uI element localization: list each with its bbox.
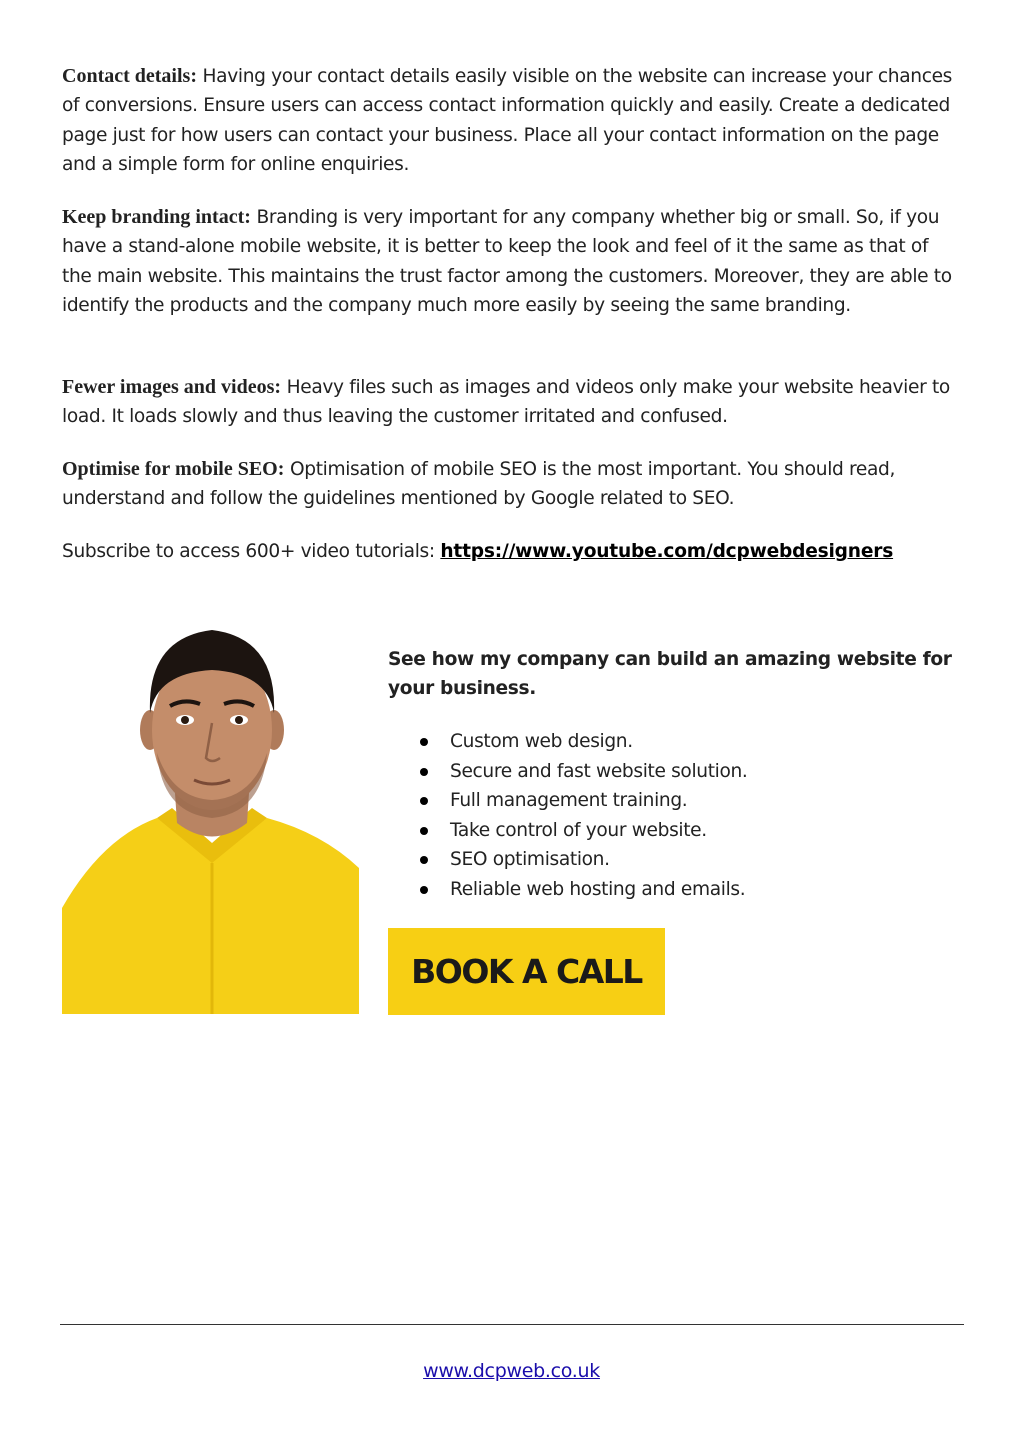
subscribe-text: Subscribe to access 600+ video tutorials: — [62, 541, 441, 562]
list-item — [420, 816, 748, 846]
portrait-photo — [62, 618, 359, 1014]
list-item-label: SEO optimisation. — [450, 849, 610, 871]
paragraph-body: Optimisation of mobile SEO is the most important. You should read, understand and follow the guidelines mentioned by Google related to SEO. — [62, 459, 896, 510]
bullet-icon — [420, 827, 428, 835]
bullet-icon — [420, 797, 428, 805]
paragraph-keep-branding — [62, 203, 962, 320]
website-link[interactable]: www.dcpweb.co.uk — [423, 1360, 600, 1382]
paragraph-body: Having your contact details easily visible on the website can increase your chances of conversions. Ensure users can access contact information quickly and easily. Create a dedicated page just for how users can contact your business. Place all your contact information on the page and a simple form for online enquiries. — [62, 66, 952, 175]
footer-divider — [60, 1324, 964, 1325]
list-item-label: Reliable web hosting and emails. — [450, 878, 746, 900]
subscribe-line — [62, 537, 962, 566]
paragraph-lead: Contact details: — [62, 65, 197, 87]
paragraph-mobile-seo — [62, 455, 962, 514]
youtube-link[interactable]: https://www.youtube.com/dcpwebdesigners — [440, 541, 894, 562]
paragraph-body: Branding is very important for any company whether big or small. So, if you have a stand-alone mobile website, it is better to keep the look and feel of it the same as that of the main website. This maintains the trust factor among the customers. Moreover, they are able to identify the products and the company much more easily by seeing the same branding. — [62, 207, 952, 316]
bullet-icon — [420, 886, 428, 894]
footer — [0, 1357, 1023, 1385]
paragraph-body: Heavy files such as images and videos only make your website heavier to load. It loads slowly and thus leaving the customer irritated and confused. — [62, 377, 950, 428]
promo-heading: See how my company can build an amazing website for your business. — [388, 649, 952, 700]
feature-list — [420, 727, 748, 905]
bullet-icon — [420, 738, 428, 746]
paragraph-lead: Optimise for mobile SEO: — [62, 458, 285, 480]
bullet-icon — [420, 856, 428, 864]
paragraph-lead: Fewer images and videos: — [62, 376, 282, 398]
paragraph-fewer-images — [62, 373, 962, 432]
list-item — [420, 727, 748, 757]
list-item-label: Custom web design. — [450, 731, 633, 752]
list-item — [420, 786, 748, 816]
paragraph-lead: Keep branding intact: — [62, 206, 251, 228]
list-item — [420, 845, 748, 875]
list-item-label: Secure and fast website solution. — [450, 760, 748, 782]
paragraph-contact-details — [62, 62, 962, 179]
bullet-icon — [420, 768, 428, 776]
book-a-call-button[interactable]: BOOK A CALL — [388, 928, 665, 1015]
list-item-label: Full management training. — [450, 790, 688, 812]
list-item — [420, 757, 748, 787]
list-item-label: Take control of your website. — [450, 819, 707, 841]
list-item — [420, 875, 748, 905]
